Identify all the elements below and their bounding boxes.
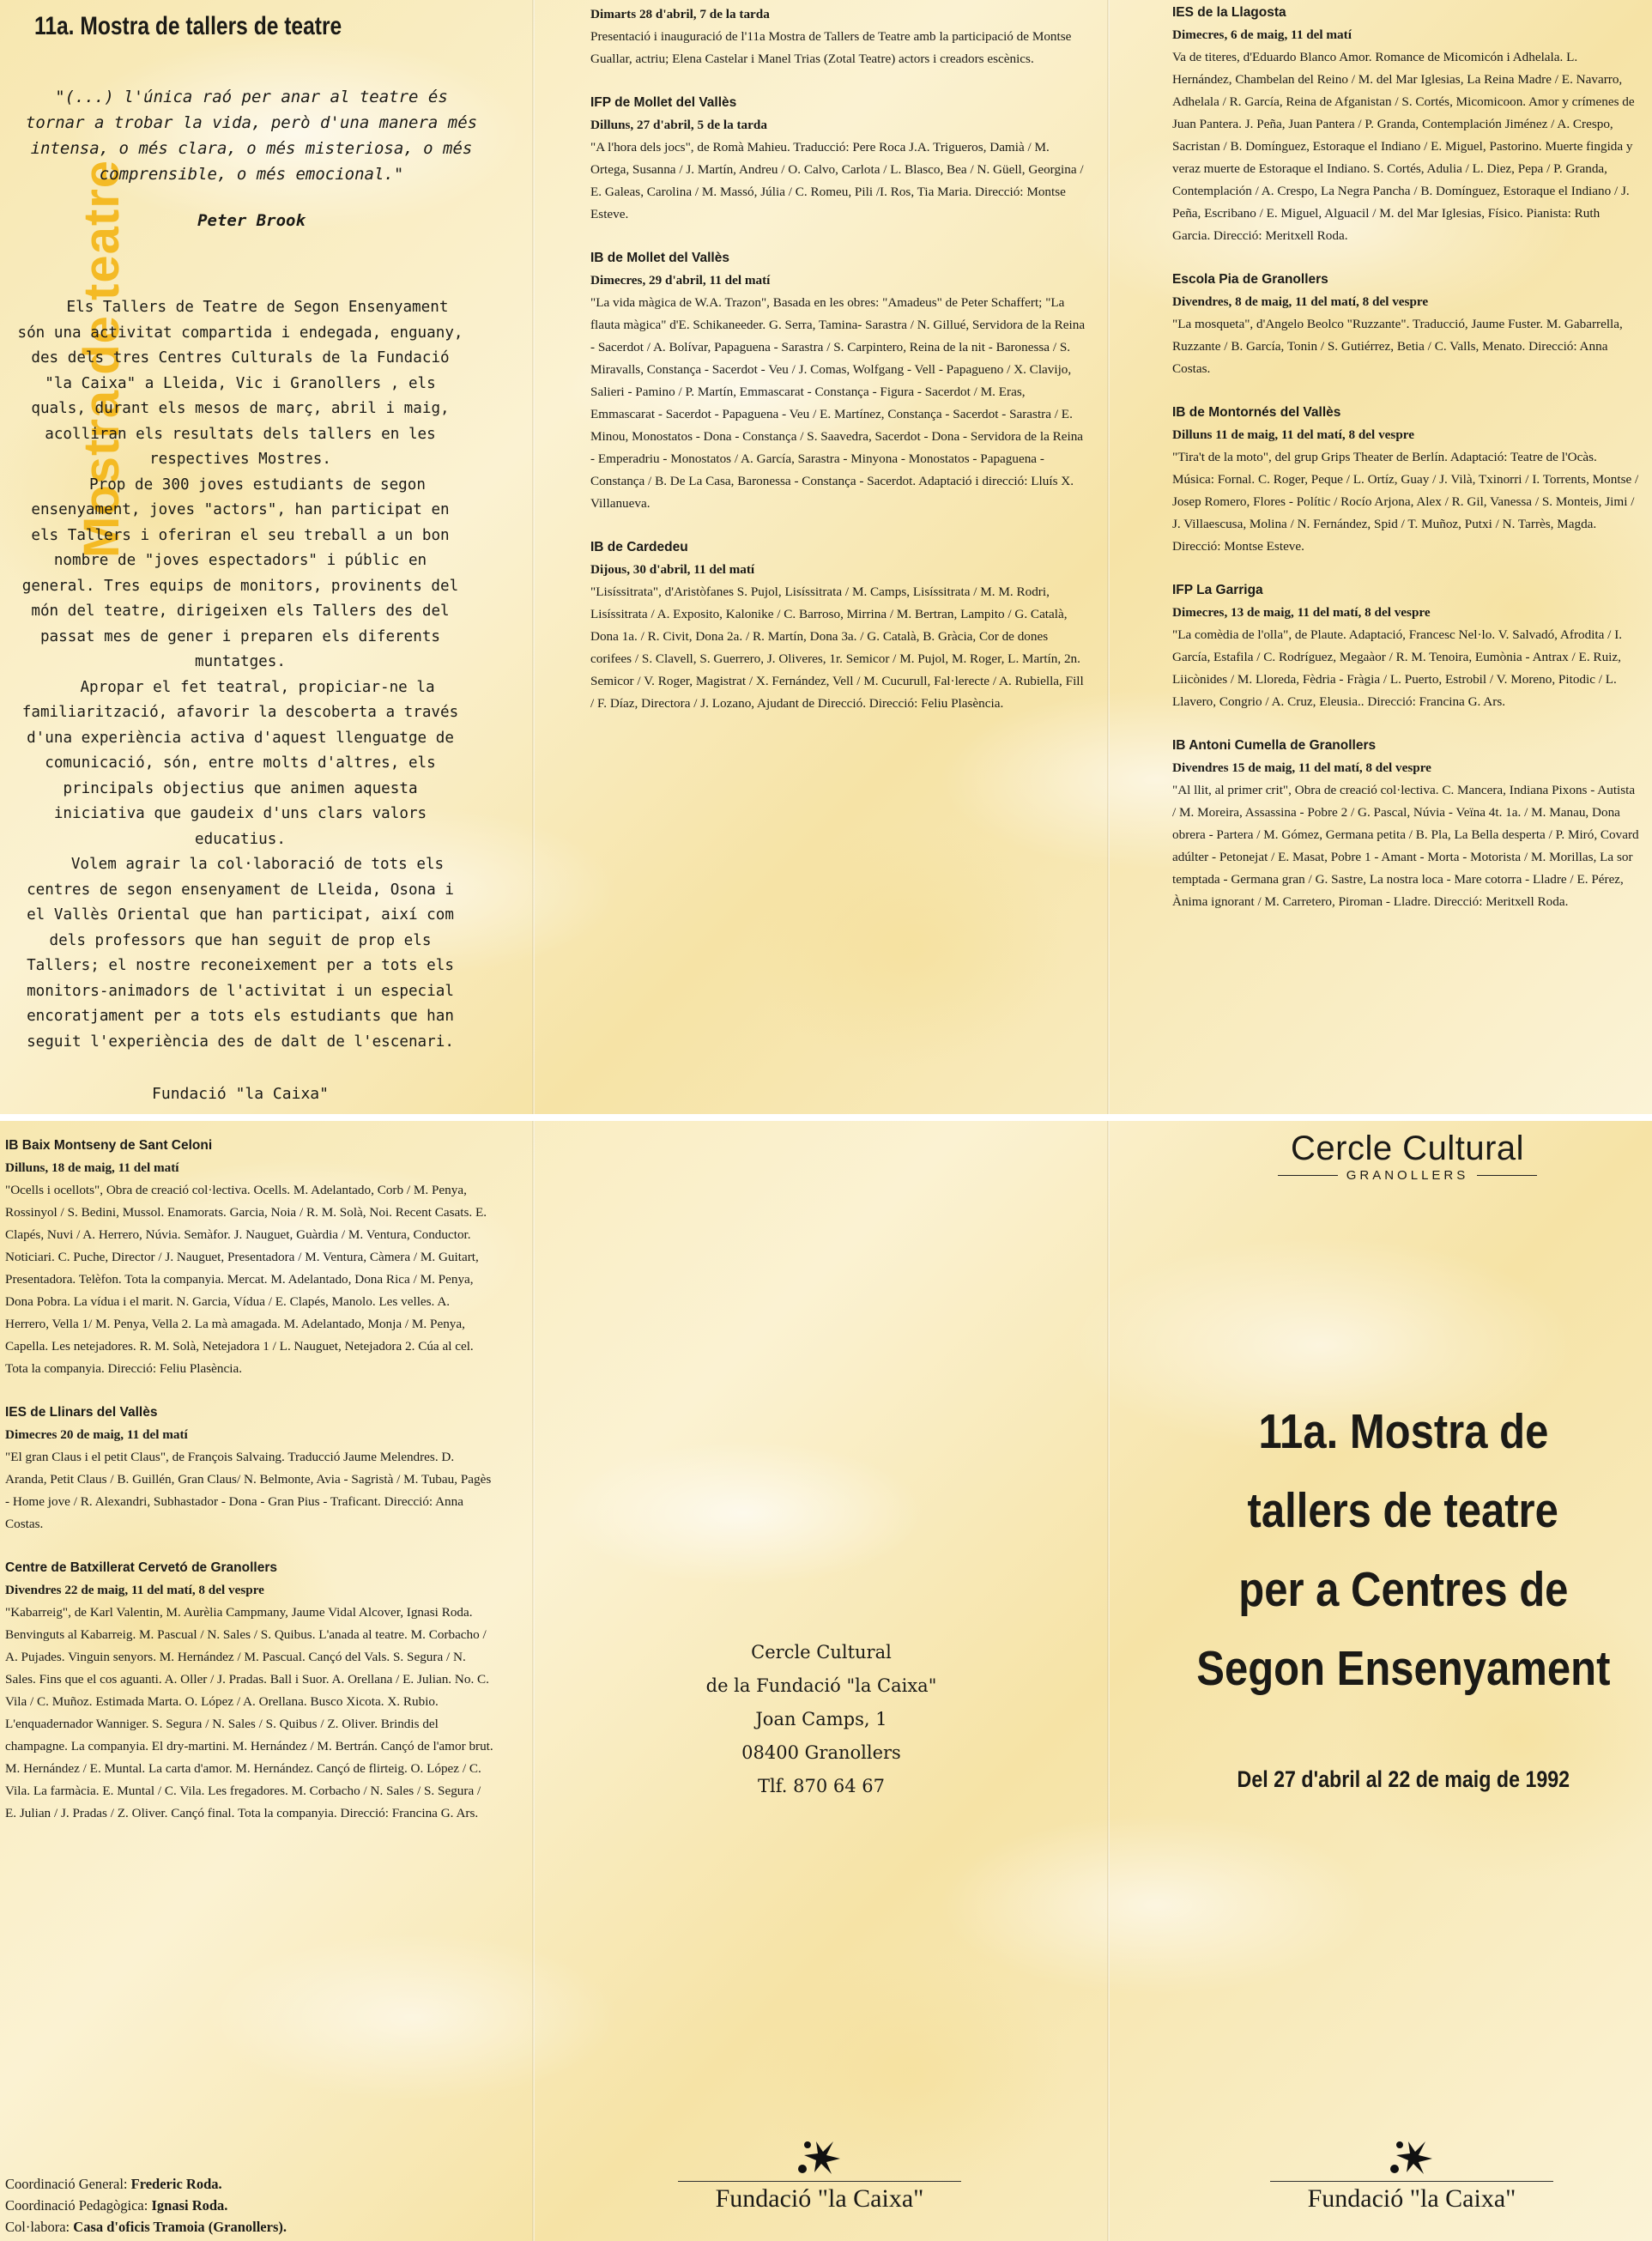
school-name: IB Antoni Cumella de Granollers xyxy=(1172,738,1377,753)
event-description: "La vida màgica de W.A. Trazon", Basada en les obres: "Amadeus" de Peter Schaffert; "La flauta màgica" d'E. Schikaneeder. G. Serra, Tamina- Sarastra / N. Gillué, Servidora de la Reina - Sacerdot / A. Bolívar, Papaguena - Sarastra / S. Carpintero, Reina de la nit - Baronessa / S. Miravalls, Constança - Sacerdot - Veu / J. Comas, Wolfgang - Vell - Papagueno / X. Clavijo, Salieri - Pamino / P. Martín, Emmascarat - Constança - Figura - Sacerdot / M. Eras, Emmascarat - Sacerdot - Papaguena - Veu / E. Martínez, Constança - Sacerdot - Sarastra / E. Minou, Monostatos - Dona - Constança / S. Saavedra, Sacerdot - Dona - Servidora de la Reina - Emperadriu - Monostatos / A. García, Sarastra - Minyona - Monostatos - Papaguena - Constança / B. De La Casa, Baronessa - Constança - Sacerdot. Adaptació i direcció: Lluís X. Villanueva. xyxy=(590,295,1086,511)
event-date: Dimecres, 6 de maig, 11 del matí xyxy=(1172,27,1352,42)
vertical-title-text: Mostra de teatre xyxy=(74,159,130,558)
credit-line xyxy=(5,2216,287,2238)
programme-event xyxy=(1172,2,1640,247)
credits xyxy=(5,2173,287,2238)
cercle-cultural-logo xyxy=(1270,1130,1545,1183)
fundacio-logo xyxy=(1270,2138,1553,2214)
intro-paragraph: Apropar el fet teatral, propiciar-ne la familiarització, afavorir la descoberta a través d'una experiència activa d'aquest llenguatge de comunicació, són, entre molts d'altres, els principals objectius que animen aquesta iniciativa que gaudeix d'uns clars valors educatius. xyxy=(21,678,459,848)
leaflet-outside-sheet xyxy=(0,1121,1652,2241)
cover-title-line: per a Centres de xyxy=(1237,1562,1569,1617)
school-name: IB de Montornés del Vallès xyxy=(1172,405,1341,420)
school-name: IES de la Llagosta xyxy=(1172,5,1286,20)
programme-panel-2 xyxy=(1109,0,1652,1114)
school-name: IFP de Mollet del Vallès xyxy=(590,95,737,110)
programme-event xyxy=(5,1402,494,1535)
event-description: "La comèdia de l'olla", de Plaute. Adaptació, Francesc Nel·lo. V. Salvadó, Afrodita / I. García, Estafila / C. Rodríguez, Megaàor / R. M. Tenoira, Eumònia - Antrax / E. Ruiz, Liicònides / M. Lloreda, Fèdria - Fràgia / L. Puerto, Estrobil / V. Moreno, Pitodic / L. Llavero, Congrio / A. Cruz, Eleusia.. Direcció: Francina G. Ars. xyxy=(1172,627,1623,709)
star-logo-icon xyxy=(796,2138,844,2177)
address-block xyxy=(534,1636,1109,1803)
logo-name: Cercle Cultural xyxy=(1290,1130,1525,1167)
logo-sub-text: GRANOLLERS xyxy=(1346,1168,1469,1183)
event-date: Divendres 15 de maig, 11 del matí, 8 del vespre xyxy=(1172,760,1431,775)
school-name: IB Baix Montseny de Sant Celoni xyxy=(5,1138,213,1153)
credit-value: Ignasi Roda. xyxy=(151,2197,228,2214)
event-date: Dilluns, 18 de maig, 11 del matí xyxy=(5,1160,179,1175)
intro-paragraph: Volem agrair la col·laboració de tots els centres de segon ensenyament de Lleida, Osona i el Vallès Oriental que han participat, així com dels professors que han seguit de prop els Tallers; el nostre reconeixement per a tots els monitors-animadors de l'activitat i un especial encoratjament per a tots els estudiants que han seguit l'experiència des de dalt de l'escenari. xyxy=(27,856,454,1051)
quote-author: Peter Brook xyxy=(197,211,306,230)
star-logo-icon xyxy=(1388,2138,1436,2177)
event-date: Dilluns 11 de maig, 11 del matí, 8 del vespre xyxy=(1172,427,1414,442)
credit-line xyxy=(5,2195,287,2216)
credit-label: Coordinació Pedagògica: xyxy=(5,2197,148,2214)
programme-column xyxy=(590,3,1088,736)
quote: "(...) l'única raó per anar al teatre és tornar a trobar la vida, però d'una manera més intensa, o més clara, o més misteriosa, o més comprensible, o més emocional." xyxy=(25,88,478,184)
cover-title-line: 11a. Mostra de xyxy=(1258,1404,1548,1459)
fundacio-logo-text: Fundació "la Caixa" xyxy=(1270,2181,1553,2214)
event-description: "El gran Claus i el petit Claus", de François Salvaing. Traducció Jaume Melendres. D. Aranda, Petit Claus / B. Guillén, Gran Claus/ N. Belmonte, Avia - Sagristà / M. Tubau, Pagès - Home jove / R. Alexandri, Subhastador - Dona - Gran Pius - Traficant. Direcció: Anna Costas. xyxy=(5,1450,492,1531)
event-description: Va de titeres, d'Eduardo Blanco Amor. Romance de Micomicón i Adhelala. L. Hernández, Chambelan del Reino / M. del Mar Iglesias, La Reina Madre / E. Navarro, Adhelala / R. García, Reina de Afganistan / S. Cortés, Micomicoon. Amor y crímenes de Juan Pantera. J. Peña, Juan Pantera / P. Granda, Contemplación Jiménez / A. Crespo, Sacristan / B. Domínguez, Estoraque el Indiano / E. Miguel, Pastorino. Muerte fingida y veraz muerte de Estoraque el Indiano. S. Cortés, Adulia / L. Diez, Pepa / P. Granda, Contemplación / A. Crespo, La Negra Pancha / B. Domínguez, Estoraque el Indiano / J. Peña, Escribano / E. Miguel, Alguacil / M. del Mar Iglesias, Físico. Pianista: Ruth Garcia. Direcció: Meritxell Roda. xyxy=(1172,50,1635,243)
programme-event xyxy=(590,536,1088,715)
programme-event xyxy=(590,247,1088,515)
event-date: Dimecres, 13 de maig, 11 del matí, 8 del vespre xyxy=(1172,605,1431,620)
programme-event xyxy=(5,1557,494,1825)
address-line: Tlf. 870 64 67 xyxy=(758,1776,885,1796)
school-name: Centre de Batxillerat Cervetó de Granollers xyxy=(5,1560,278,1575)
credit-value: Casa d'oficis Tramoia (Granollers). xyxy=(73,2219,287,2235)
event-description: "Ocells i ocellots", Obra de creació col·lectiva. Ocells. M. Adelantado, Corb / M. Penya, Rossinyol / S. Bedini, Mussol. Enamorats. Garcia, Noia / R. M. Solà, Noi. Recent Casats. E. Clapés, Nuvi / A. Herrero, Núvia. Semàfor. J. Nauguet, Guàrdia / M. Ventura, Conductor. Noticiari. C. Puche, Director / J. Nauguet, Presentadora / M. Ventura, Càmera / M. Guitart, Presentadora. Telèfon. Tota la companyia. Mercat. M. Adelantado, Dona Rica / M. Penya, Dona Pobra. La vídua i el marit. N. Garcia, Vídua / E. Clapés, Manolo. Les velles. A. Herrero, Vella 1/ M. Penya, Vella 2. La mà amagada. M. Adelantado, Monja / M. Penya, Capella. Les netejadores. R. M. Solà, Netejadora 1 / L. Nauguet, Netejadora 2. Cúa al cel. Tota la companyia. Direcció: Feliu Plasència. xyxy=(5,1183,487,1376)
programme-event xyxy=(5,1135,494,1380)
event-date: Dimecres 20 de maig, 11 del matí xyxy=(5,1427,188,1442)
intro-signature: Fundació "la Caixa" xyxy=(152,1085,329,1103)
logo-sub xyxy=(1270,1168,1545,1183)
address-line: Cercle Cultural xyxy=(751,1642,892,1663)
cover-title xyxy=(1159,1392,1648,1708)
address-line: de la Fundació "la Caixa" xyxy=(705,1675,937,1696)
credit-label: Col·labora: xyxy=(5,2219,70,2235)
event-date: Dijous, 30 d'abril, 11 del matí xyxy=(590,562,755,577)
sheet-gap xyxy=(0,1114,1652,1121)
intro-heading-text: 11a. Mostra de tallers de teatre xyxy=(34,12,342,40)
event-date: Dimecres, 29 d'abril, 11 del matí xyxy=(590,273,771,288)
event-date: Dimarts 28 d'abril, 7 de la tarda xyxy=(590,7,770,21)
credit-label: Coordinació General: xyxy=(5,2176,128,2192)
event-date: Divendres, 8 de maig, 11 del matí, 8 del vespre xyxy=(1172,294,1429,309)
school-name: IB de Cardedeu xyxy=(590,540,688,554)
event-description: Presentació i inauguració de l'11a Mostra de Tallers de Teatre amb la participació de Montse Guallar, actriu; Elena Castelar i Manel Trias (Zotal Teatre) actors i creadors escènics. xyxy=(590,29,1072,66)
cover-title-line: tallers de teatre xyxy=(1247,1483,1559,1538)
event-description: "A l'hora dels jocs", de Romà Mahieu. Traducció: Pere Roca J.A. Trigueros, Damià / M. Ortega, Susanna / J. Martín, Andreu / O. Calvo, Carlota / L. Blasco, Bea / N. Güell, Georgina / E. Galeas, Carolina / M. Massó, Júlia / C. Romeu, Pili /I. Ros, Tia Maria. Direcció: Montse Esteve. xyxy=(590,140,1084,221)
address-line: Joan Camps, 1 xyxy=(755,1709,887,1729)
credit-line xyxy=(5,2173,287,2195)
programme-event xyxy=(1172,579,1640,713)
cover-dates xyxy=(1159,1766,1648,1793)
intro-heading xyxy=(34,12,409,41)
programme-event xyxy=(1172,402,1640,558)
intro-panel xyxy=(0,0,534,1114)
event-date: Dilluns, 27 d'abril, 5 de la tarda xyxy=(590,118,767,132)
school-name: IB de Mollet del Vallès xyxy=(590,251,729,265)
event-description: "Tira't de la moto", del grup Grips Theater de Berlín. Adaptació: Teatre de l'Ocàs. Música: Fornal. C. Roger, Peque / L. Ortíz, Guay / J. Vilà, Txinorri / I. Torrents, Montse / Josep Romero, Flores - Polític / Rocío Arjona, Alex / R. Gil, Vanessa / S. Monteis, Jimi / J. Villaescusa, Molina / N. Fernández, Spid / T. Muñoz, Putxi / N. Tarrès, Magda. Direcció: Montse Esteve. xyxy=(1172,450,1639,554)
credit-value: Frederic Roda. xyxy=(130,2176,222,2192)
school-name: IES de Llinars del Vallès xyxy=(5,1405,158,1420)
event-date: Divendres 22 de maig, 11 del matí, 8 del vespre xyxy=(5,1583,264,1597)
logo-rule xyxy=(1278,1175,1338,1176)
intro-paragraph: Prop de 300 joves estudiants de segon ensenyament, joves "actors", han participat en els Tallers i oferiran el seu treball a un bon nombre de "joves espectadors" i públic en general. Tres equips de monitors, provinents del món del teatre, dirigeixen els Tallers des del passat mes de gener i preparen els diferents muntatges. xyxy=(21,475,459,670)
fundacio-logo xyxy=(678,2138,961,2214)
programme-event xyxy=(590,92,1088,226)
programme-column xyxy=(5,1135,494,1846)
intro-paragraph: Els Tallers de Teatre de Segon Ensenyament són una activitat compartida i endegada, enguany, des dels tres Centres Culturals de la Fundació "la Caixa" a Lleida, Vic i Granollers , els quals, durant els mesos de març, abril i maig, acolliran els resultats dels tallers en les respectives Mostres. xyxy=(17,299,463,468)
programme-column xyxy=(1172,2,1640,935)
event-description: "La mosqueta", d'Angelo Beolco "Ruzzante". Traducció, Jaume Fuster. M. Gabarrella, Ruzzante / B. García, Tonin / S. Gutiérrez, Betia / C. Valls, Menato. Direcció: Anna Costas. xyxy=(1172,317,1623,376)
school-name: Escola Pia de Granollers xyxy=(1172,272,1328,287)
intro-body xyxy=(15,295,465,1055)
programme-panel-1 xyxy=(534,0,1109,1114)
fundacio-logo-text: Fundació "la Caixa" xyxy=(678,2181,961,2214)
address-line: 08400 Granollers xyxy=(741,1742,901,1763)
event-description: "Al llit, al primer crit", Obra de creació col·lectiva. C. Mancera, Indiana Pixons - Autista / M. Moreira, Assassina - Pobre 2 / G. Pascal, Núvia - Veïna 4t. 1a. / M. Manau, Dona obrera - Partera / M. Gómez, Germana petita / B. Pla, La Bella desperta / P. Miró, Covard adúlter - Petonejat / E. Masat, Pobre 1 - Amant - Morta - Motorista / M. Morillas, La sor temptada - Germana gran / G. Sastre, La nostra loca - Mare cotorra - Lladre / E. Pérez, Ànima ignorant / M. Carretero, Piroman - Lladre. Direcció: Meritxell Roda. xyxy=(1172,783,1639,909)
programme-event xyxy=(590,3,1088,70)
logo-rule xyxy=(1477,1175,1537,1176)
event-description: "Kabarreig", de Karl Valentin, M. Aurèlia Campmany, Jaume Vidal Alcover, Ignasi Roda. Benvinguts al Kabarreig. M. Pascual / N. Sales / S. Quibus. L'anada al teatre. M. Corbacho / A. Pujades. Vinguin senyors. M. Hernández / M. Pascual. Cançó del Vals. S. Segura / N. Sales. Fins que el cos aguanti. A. Oller / J. Pradas. Ball i Suor. A. Orellana / E. Julian. No. C. Vila / C. Muñoz. Estimada Marta. O. López / A. Orellana. Busco Xicota. X. Rubio. L'enquadernador Wanniger. S. Segura / N. Sales / S. Quibus / Z. Oliver. Brindis del champagne. La companyia. El dry-martini. M. Hernández / M. Bertrán. Cançó de l'amor brut. M. Hernández / E. Muntal. La carta d'amor. M. Hernández. Cançó de flirteig. O. López / C. Vila. La farmàcia. E. Muntal / C. Vila. Les fregadores. M. Corbacho / N. Sales / S. Segura / E. Julian / J. Pradas / Z. Oliver. Cançó final. Tota la companyia. Direcció: Francina G. Ars. xyxy=(5,1605,493,1820)
event-description: "Lisíssitrata", d'Aristòfanes S. Pujol, Lisíssitrata / M. Camps, Lisíssitrata / M. M. Rodri, Lisíssitrata / A. Exposito, Kalonike / C. Barroso, Mirrina / M. Bertran, Lampito / G. Català, Dona 1a. / R. Civit, Dona 2a. / R. Martín, Dona 3a. / G. Català, B. Gràcia, Cor de dones corifees / S. Clavell, S. Guerrero, J. Oliveres, 1r. Semicor / M. Pujol, M. Roger, L. Martín, 2n. Semicor / V. Roger, Magistrat / X. Fernández, Vell / M. Cucurull, Fal·lerecte / A. Rubiella, Fill / F. Díaz, Directora / J. Lozano, Ajudant de Direcció. Direcció: Feliu Plasència. xyxy=(590,584,1084,711)
programme-panel-3 xyxy=(0,1121,534,2241)
programme-event xyxy=(1172,269,1640,380)
leaflet-inside-sheet xyxy=(0,0,1652,1114)
cover-dates-text: Del 27 d'abril al 22 de maig de 1992 xyxy=(1237,1766,1570,1792)
cover-title-line: Segon Ensenyament xyxy=(1195,1641,1611,1696)
programme-event xyxy=(1172,735,1640,913)
school-name: IFP La Garriga xyxy=(1172,583,1263,597)
